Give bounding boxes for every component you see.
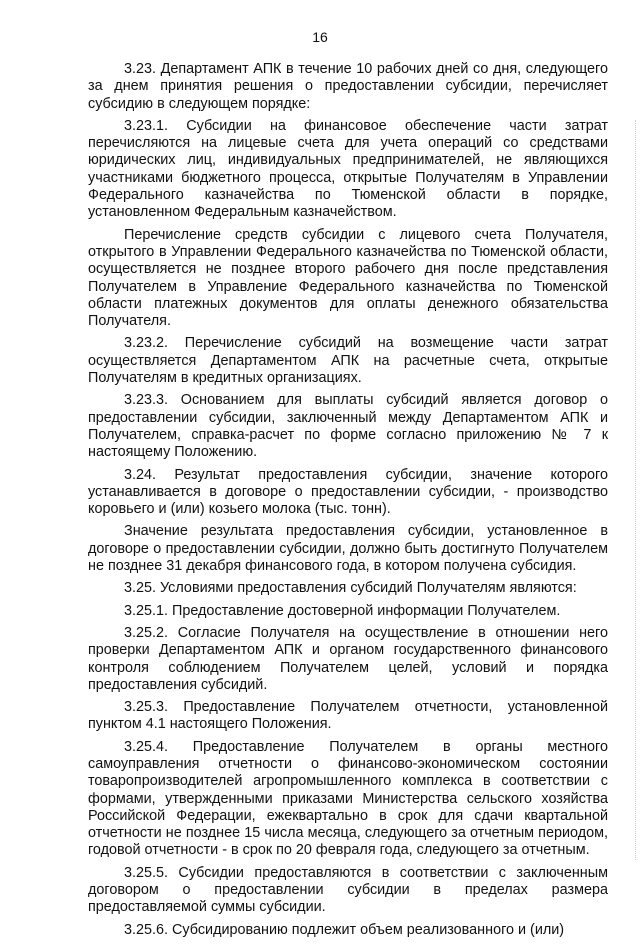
paragraph-3-23-1: 3.23.1. Субсидии на финансовое обеспечение части затрат перечисляются на лицевые счета для учета операций со средствами юридических лиц, индивидуальных предпринимателей, не являющихся участниками бюджетного процесса, открытые Получателям в Управлении Федерального казначейства по Тюменской области в порядке, установленном Федеральным казначейством.: [88, 117, 608, 221]
document-body: [88, 61, 608, 944]
paragraph-3-23: 3.23. Департамент АПК в течение 10 рабочих дней со дня, следующего за днем принятия решения о предоставлении субсидии, перечисляет субсидию в следующем порядке:: [88, 61, 608, 112]
paragraph-3-24: 3.24. Результат предоставления субсидии, значение которого устанавливается в договоре о предоставлении субсидии, - производство коровьего и (или) козьего молока (тыс. тонн).: [88, 466, 608, 518]
paragraph-transfer-from-account: Перечисление средств субсидии с лицевого счета Получателя, открытого в Управлении Федерального казначейства по Тюменской области, осуществляется не позднее второго рабочего дня после представления Получателем в Управление Федерального казначейства по Тюменской области платежных документов для оплаты денежного обязательства Получателя.: [88, 226, 608, 330]
paragraph-3-25-5: 3.25.5. Субсидии предоставляются в соответствии с заключенным договором о предоставлении субсидии в пределах размера предоставляемой суммы субсидии.: [88, 864, 608, 916]
paragraph-3-25-3: 3.25.3. Предоставление Получателем отчетности, установленной пунктом 4.1 настоящего Положения.: [88, 699, 608, 733]
paragraph-3-25: 3.25. Условиями предоставления субсидий Получателям являются:: [124, 580, 577, 597]
paragraph-3-25-2: 3.25.2. Согласие Получателя на осуществление в отношении него проверки Департаментом АПК и органом государственного финансового контроля соблюдением Получателем целей, условий и порядка предоставления субсидий.: [88, 624, 608, 693]
scan-margin-marks: [629, 120, 636, 860]
page-number: 16: [312, 29, 328, 45]
paragraph-3-25-4: 3.25.4. Предоставление Получателем в органы местного самоуправления отчетности о финансово-экономическом состоянии товаропроизводителей агропромышленного комплекса в соответствии с формами, утвержденными приказами Министерства сельского хозяйства Российской Федерации, ежеквартально в срок для сдачи квартальной отчетности не позднее 15 числа месяца, следующего за отчетным периодом, годовой отчетности - в срок по 20 февраля года, следующего за отчетным.: [88, 738, 608, 859]
paragraph-result-value: Значение результата предоставления субсидии, установленное в договоре о предоставлении субсидии, должно быть достигнуто Получателем не позднее 31 декабря финансового года, в котором получена субсидия.: [88, 523, 608, 575]
paragraph-3-23-3: 3.23.3. Основанием для выплаты субсидий является договор о предоставлении субсидии, заключенный между Департаментом АПК и Получателем, справка-расчет по форме согласно приложению № 7 к настоящему Положению.: [88, 392, 608, 461]
paragraph-3-23-2: 3.23.2. Перечисление субсидий на возмещение части затрат осуществляется Департаментом АПК на расчетные счета, открытые Получателям в кредитных организациях.: [88, 335, 608, 387]
paragraph-3-25-1: 3.25.1. Предоставление достоверной информации Получателем.: [124, 602, 561, 619]
paragraph-3-25-6: 3.25.6. Субсидированию подлежит объем реализованного и (или): [124, 921, 565, 938]
